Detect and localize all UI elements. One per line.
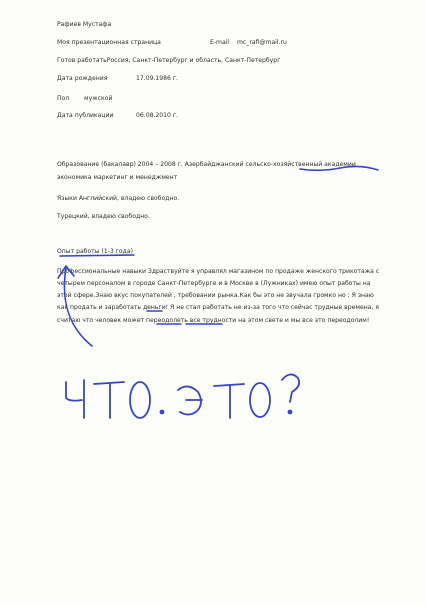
candidate-name: Рафиев Мустафа (57, 21, 112, 28)
curved-arrow (64, 268, 92, 346)
birth-date-label: Дата рождения (57, 75, 108, 82)
publication-date-value: 06.08.2010 г. (136, 112, 178, 119)
gender-value: мужской (84, 95, 113, 102)
experience-heading: Опыт работы (1-3 года) (57, 248, 133, 255)
email-label: E-mail (210, 39, 230, 46)
presentation-page-label: Моя презентационная страница (57, 39, 161, 46)
experience-line-2: четырем персоналом в городе Санкт-Петербурге и в Москве в (Лужниках) имею опыт работы на (57, 280, 371, 287)
birth-date-value: 17.09.1986 г. (136, 75, 178, 82)
experience-heading-underline (60, 255, 134, 256)
languages-line-1: Языки Английский, владею свободно. (57, 195, 180, 202)
handwritten-text: ЧТО . ЭТО ? (0, 0, 6, 1)
experience-line-4: как продать и заработать деньги! Я не стал работать не из-за того что сейчас трудные времена, я (57, 304, 379, 311)
experience-line-1: Профессиональные навыки Здраствуйте я управлял магазином по продаже женского трикотажа с (57, 268, 380, 275)
publication-date-label: Дата публикации (57, 112, 114, 119)
handwritten-question (66, 374, 299, 418)
education-underline (300, 166, 378, 170)
ready-to-work: Готов работатьРоссия, Санкт-Петербург и область, Санкт-Петербург (57, 57, 281, 64)
education-line-2: экономика маркетинг и менеджмент (57, 174, 178, 181)
gender-label: Пол (57, 95, 70, 102)
email-value: mc_rafi@mail.ru (237, 39, 287, 46)
experience-line-5: считаю что человек может переодолеть все трудности на этом свете и мы все это переодолим! (57, 317, 370, 324)
languages-line-2: Турецкий, владею свободно. (57, 213, 150, 220)
experience-line-3: этой сфере.Знаю вкус покупателей , требовании рынка.Как бы это не звучала громко но ; Я знаю (57, 292, 374, 299)
education-line-1: Образование (бакалавр) 2004 – 2008 г. Азербайджанский сельско-хозяйственный академии (57, 161, 356, 168)
